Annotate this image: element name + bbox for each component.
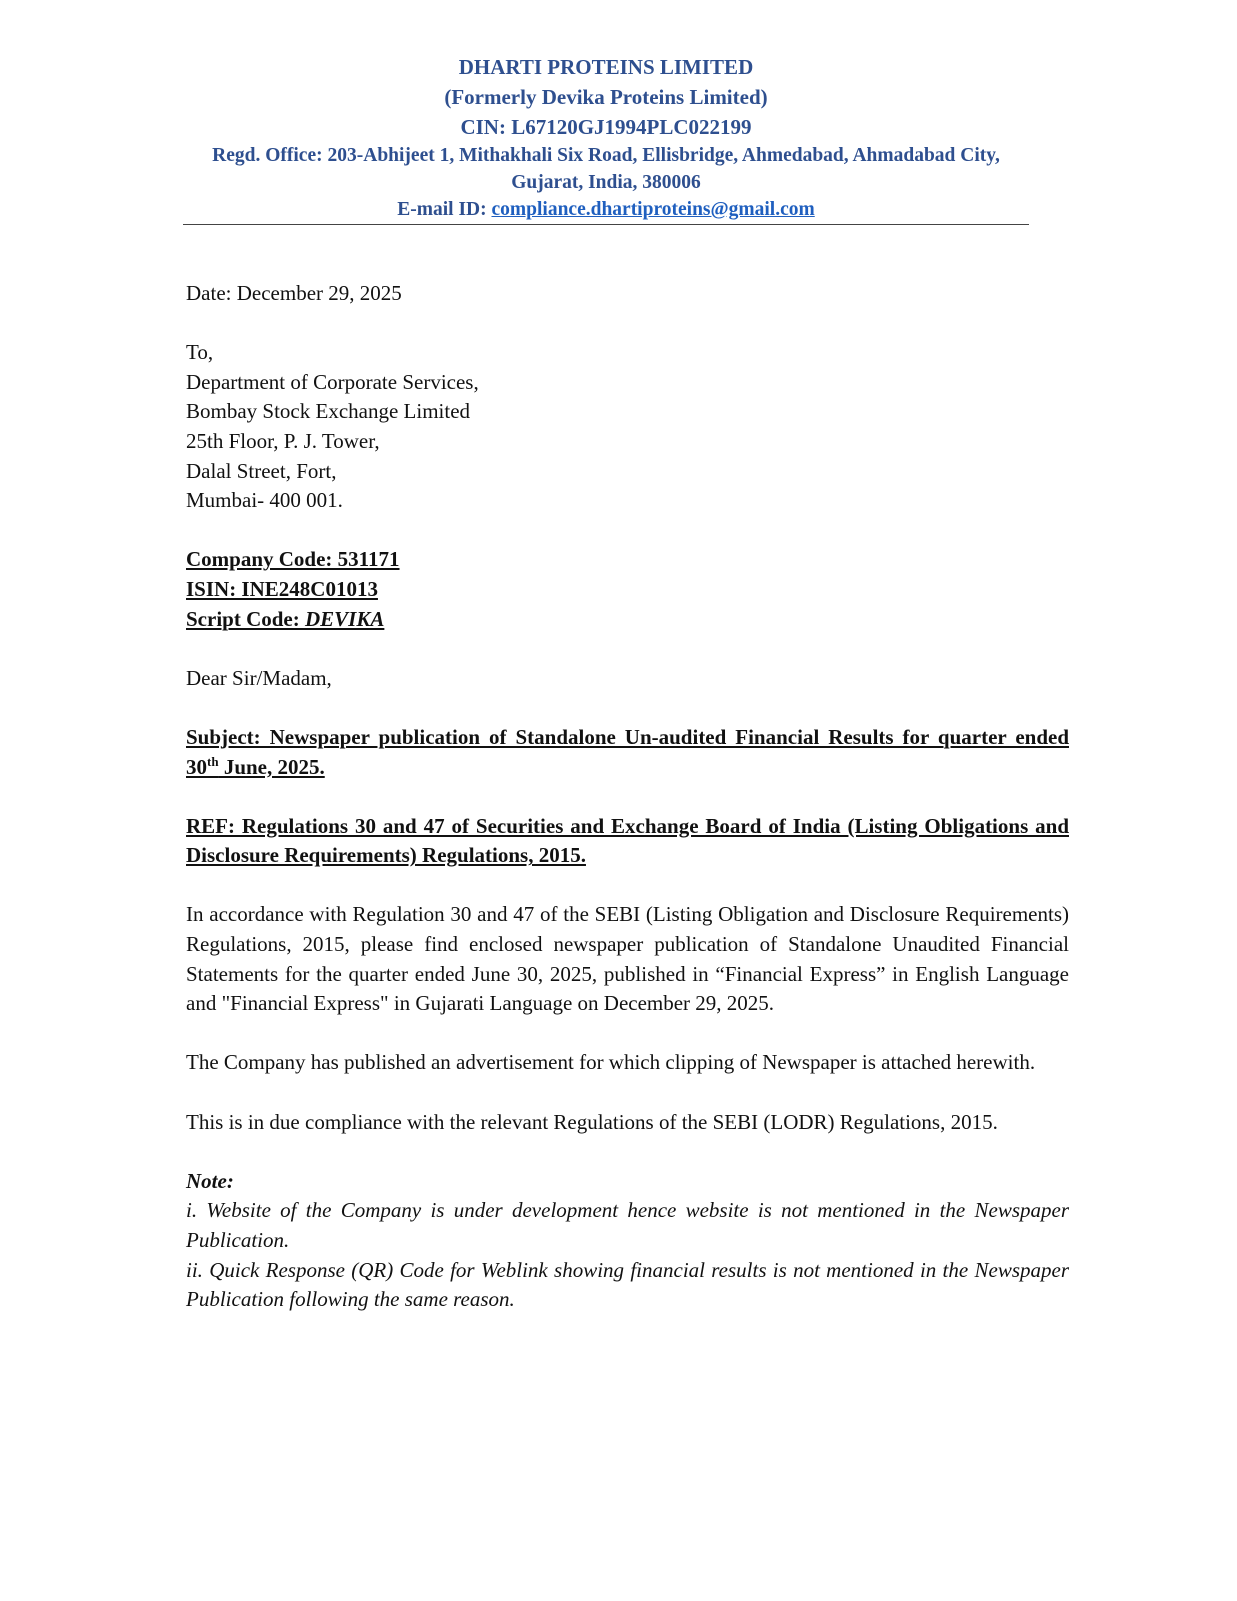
script-code: Script Code: DEVIKA — [186, 606, 385, 631]
reference-line: REF: Regulations 30 and 47 of Securities and Exchange Board of India (Listing Obligations and Disclosure Requirements) Regulations, 2015. — [186, 813, 1069, 868]
company-code: Company Code: 531171 — [186, 547, 400, 572]
email-link[interactable]: compliance.dhartiproteins@gmail.com — [491, 199, 815, 220]
email-line — [183, 196, 1029, 223]
letter-date: Date: December 29, 2025 — [186, 281, 402, 305]
salutation: Dear Sir/Madam, — [186, 665, 332, 690]
recipient-line: Bombay Stock Exchange Limited — [186, 399, 471, 424]
script-code-value: DEVIKA — [305, 606, 385, 631]
recipient-line: Department of Corporate Services, — [186, 369, 479, 394]
recipient-line: Dalal Street, Fort, — [186, 458, 337, 483]
body-paragraph: This is in due compliance with the relevant Regulations of the SEBI (LODR) Regulations, 2015. — [186, 1109, 998, 1134]
cin-number: CIN: L67120GJ1994PLC022199 — [460, 115, 752, 139]
email-label: E-mail ID: — [397, 199, 492, 220]
registered-office-address: Regd. Office: 203-Abhijeet 1, Mithakhali Six Road, Ellisbridge, Ahmedabad, Ahmadabad City, — [212, 145, 1000, 166]
body-paragraph: In accordance with Regulation 30 and 47 of the SEBI (Listing Obligation and Disclosure Requirements) Regulations, 2015, please find enclosed newspaper publication of Standalone Unaudited Financial Statements for the quarter ended June 30, 2025, published in “Financial Express” in English Language and "Financial Express" in Gujarati Language on December 29, 2025. — [186, 902, 1069, 1016]
recipient-to: To, — [186, 340, 214, 365]
company-name: DHARTI PROTEINS LIMITED — [458, 55, 754, 79]
note-item: ii. Quick Response (QR) Code for Weblink showing financial results is not mentioned in the Newspaper Publication following the same reason. — [186, 1257, 1069, 1312]
letter-body — [186, 279, 1069, 1315]
body-paragraph: The Company has published an advertisement for which clipping of Newspaper is attached herewith. — [186, 1050, 1036, 1075]
recipient-line: 25th Floor, P. J. Tower, — [186, 428, 380, 453]
recipient-line: Mumbai- 400 001. — [186, 488, 343, 513]
letterhead — [183, 52, 1029, 223]
registered-office-address-line2: Gujarat, India, 380006 — [511, 172, 701, 193]
subject-line: Subject: Newspaper publication of Standalone Un-audited Financial Results for quarter ended 30th June, 2025. — [186, 724, 1069, 779]
note-heading: Note: — [186, 1168, 234, 1193]
letterhead-divider — [183, 224, 1029, 225]
former-name: (Formerly Devika Proteins Limited) — [444, 85, 768, 109]
isin-code: ISIN: INE248C01013 — [186, 576, 378, 601]
note-item: i. Website of the Company is under development hence website is not mentioned in the Newspaper Publication. — [186, 1198, 1069, 1252]
